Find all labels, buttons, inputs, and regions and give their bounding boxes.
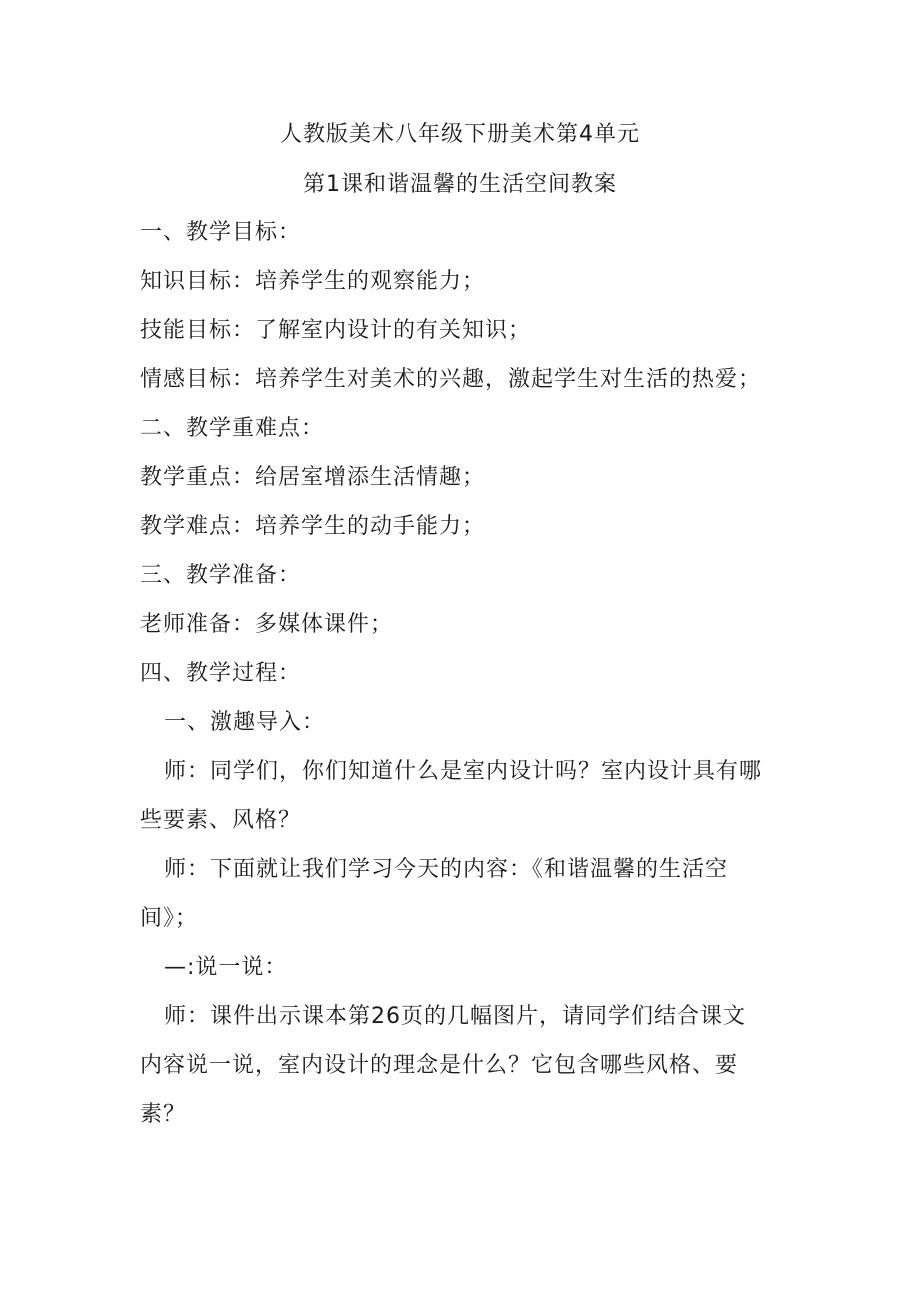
step2-heading: —:说一说： [164,955,288,980]
document-title-line2: 第1课和谐温馨的生活空间教案 [303,172,617,197]
step2-paragraph1-line2: 内容说一说，室内设计的理念是什么？它包含哪些风格、要 [140,1053,739,1078]
step1-paragraph2-line2: 间》； [140,906,199,931]
goal-knowledge: 知识目标：培养学生的观察能力； [140,269,486,294]
difficult-point: 教学难点：培养学生的动手能力； [140,514,486,539]
document-title-line1: 人教版美术八年级下册美术第4单元 [280,122,640,147]
section4-heading: 四、教学过程： [140,661,302,686]
step2-paragraph1-line1: 师：课件出示课本第26页的几幅图片，请同学们结合课文 [164,1004,746,1029]
section1-heading: 一、教学目标： [140,220,302,245]
goal-emotion: 情感目标：培养学生对美术的兴趣，激起学生对生活的热爱； [140,367,762,392]
section3-heading: 三、教学准备： [140,563,302,588]
step2-paragraph1-line3: 素？ [140,1102,187,1127]
step1-heading: 一、激趣导入： [164,710,326,735]
step1-paragraph1-line1: 师：同学们，你们知道什么是室内设计吗？室内设计具有哪 [164,759,763,784]
key-point: 教学重点：给居室增添生活情趣； [140,465,486,490]
step1-paragraph2-line1: 师：下面就让我们学习今天的内容：《和谐温馨的生活空 [164,857,729,882]
teacher-prep: 老师准备：多媒体课件； [140,612,394,637]
goal-skill: 技能目标：了解室内设计的有关知识； [140,318,532,343]
step1-paragraph1-line2: 些要素、风格？ [140,808,302,833]
section2-heading: 二、教学重难点： [140,416,325,441]
